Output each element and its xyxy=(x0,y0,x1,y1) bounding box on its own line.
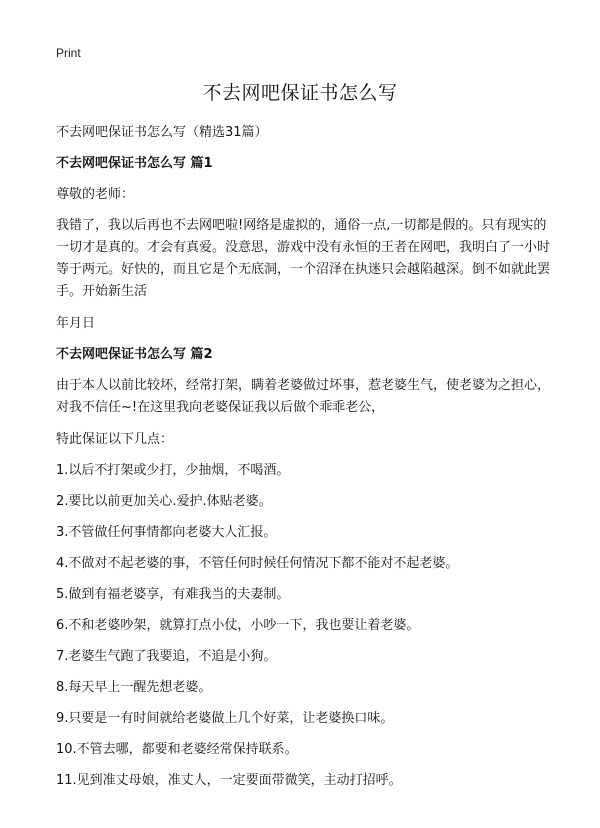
print-label: Print xyxy=(56,46,81,60)
section-1-date: 年月日 xyxy=(56,316,96,331)
list-item: 10.不管去哪，都要和老婆经常保持联系。 xyxy=(56,742,298,757)
section-2-heading: 不去网吧保证书怎么写 篇2 xyxy=(56,347,213,362)
list-item: 2.要比以前更加关心.爱护.体贴老婆。 xyxy=(56,494,272,509)
section-2-body: 由于本人以前比较坏，经常打架，瞒着老婆做过坏事，惹老婆生气，使老婆为之担心，对我不信任~!在这里我向老婆保证我以后做个乖乖老公， xyxy=(56,378,551,415)
section-1-body: 我错了，我以后再也不去网吧啦!网络是虚拟的，通俗一点,一切都是假的。只有现实的一切才是真的。才会有真爱。没意思，游戏中没有永恒的王者在网吧，我明白了一小时等于两元。好快的，而且它是个无底洞，一个沼泽在执迷只会越陷越深。倒不如就此罢手。开始新生活 xyxy=(56,218,551,299)
section-1-greeting: 尊敬的老师： xyxy=(56,187,135,202)
page-title: 不去网吧保证书怎么写 xyxy=(202,82,398,104)
section-1-heading: 不去网吧保证书怎么写 篇1 xyxy=(56,156,213,171)
list-item: 1.以后不打架或少打，少抽烟，不喝酒。 xyxy=(56,463,290,478)
document-body xyxy=(56,122,556,801)
list-item: 9.只要是一有时间就给老婆做上几个好菜，让老婆换口味。 xyxy=(56,711,394,726)
list-item: 7.老婆生气跑了我要追，不追是小狗。 xyxy=(56,649,277,664)
list-item: 5.做到有福老婆享，有难我当的夫妻制。 xyxy=(56,587,290,602)
list-item: 11.见到准丈母娘，准丈人，一定要面带微笑，主动打招呼。 xyxy=(56,773,402,788)
document-subtitle: 不去网吧保证书怎么写（精选31篇） xyxy=(56,125,268,140)
list-item: 3.不管做任何事情都向老婆大人汇报。 xyxy=(56,525,277,540)
section-2-intro: 特此保证以下几点： xyxy=(56,432,174,447)
list-item: 6.不和老婆吵架，就算打点小仗，小吵一下，我也要让着老婆。 xyxy=(56,618,420,633)
list-item: 4.不做对不起老婆的事，不管任何时候任何情况下都不能对不起老婆。 xyxy=(56,556,459,571)
list-item: 8.每天早上一醒先想老婆。 xyxy=(56,680,212,695)
